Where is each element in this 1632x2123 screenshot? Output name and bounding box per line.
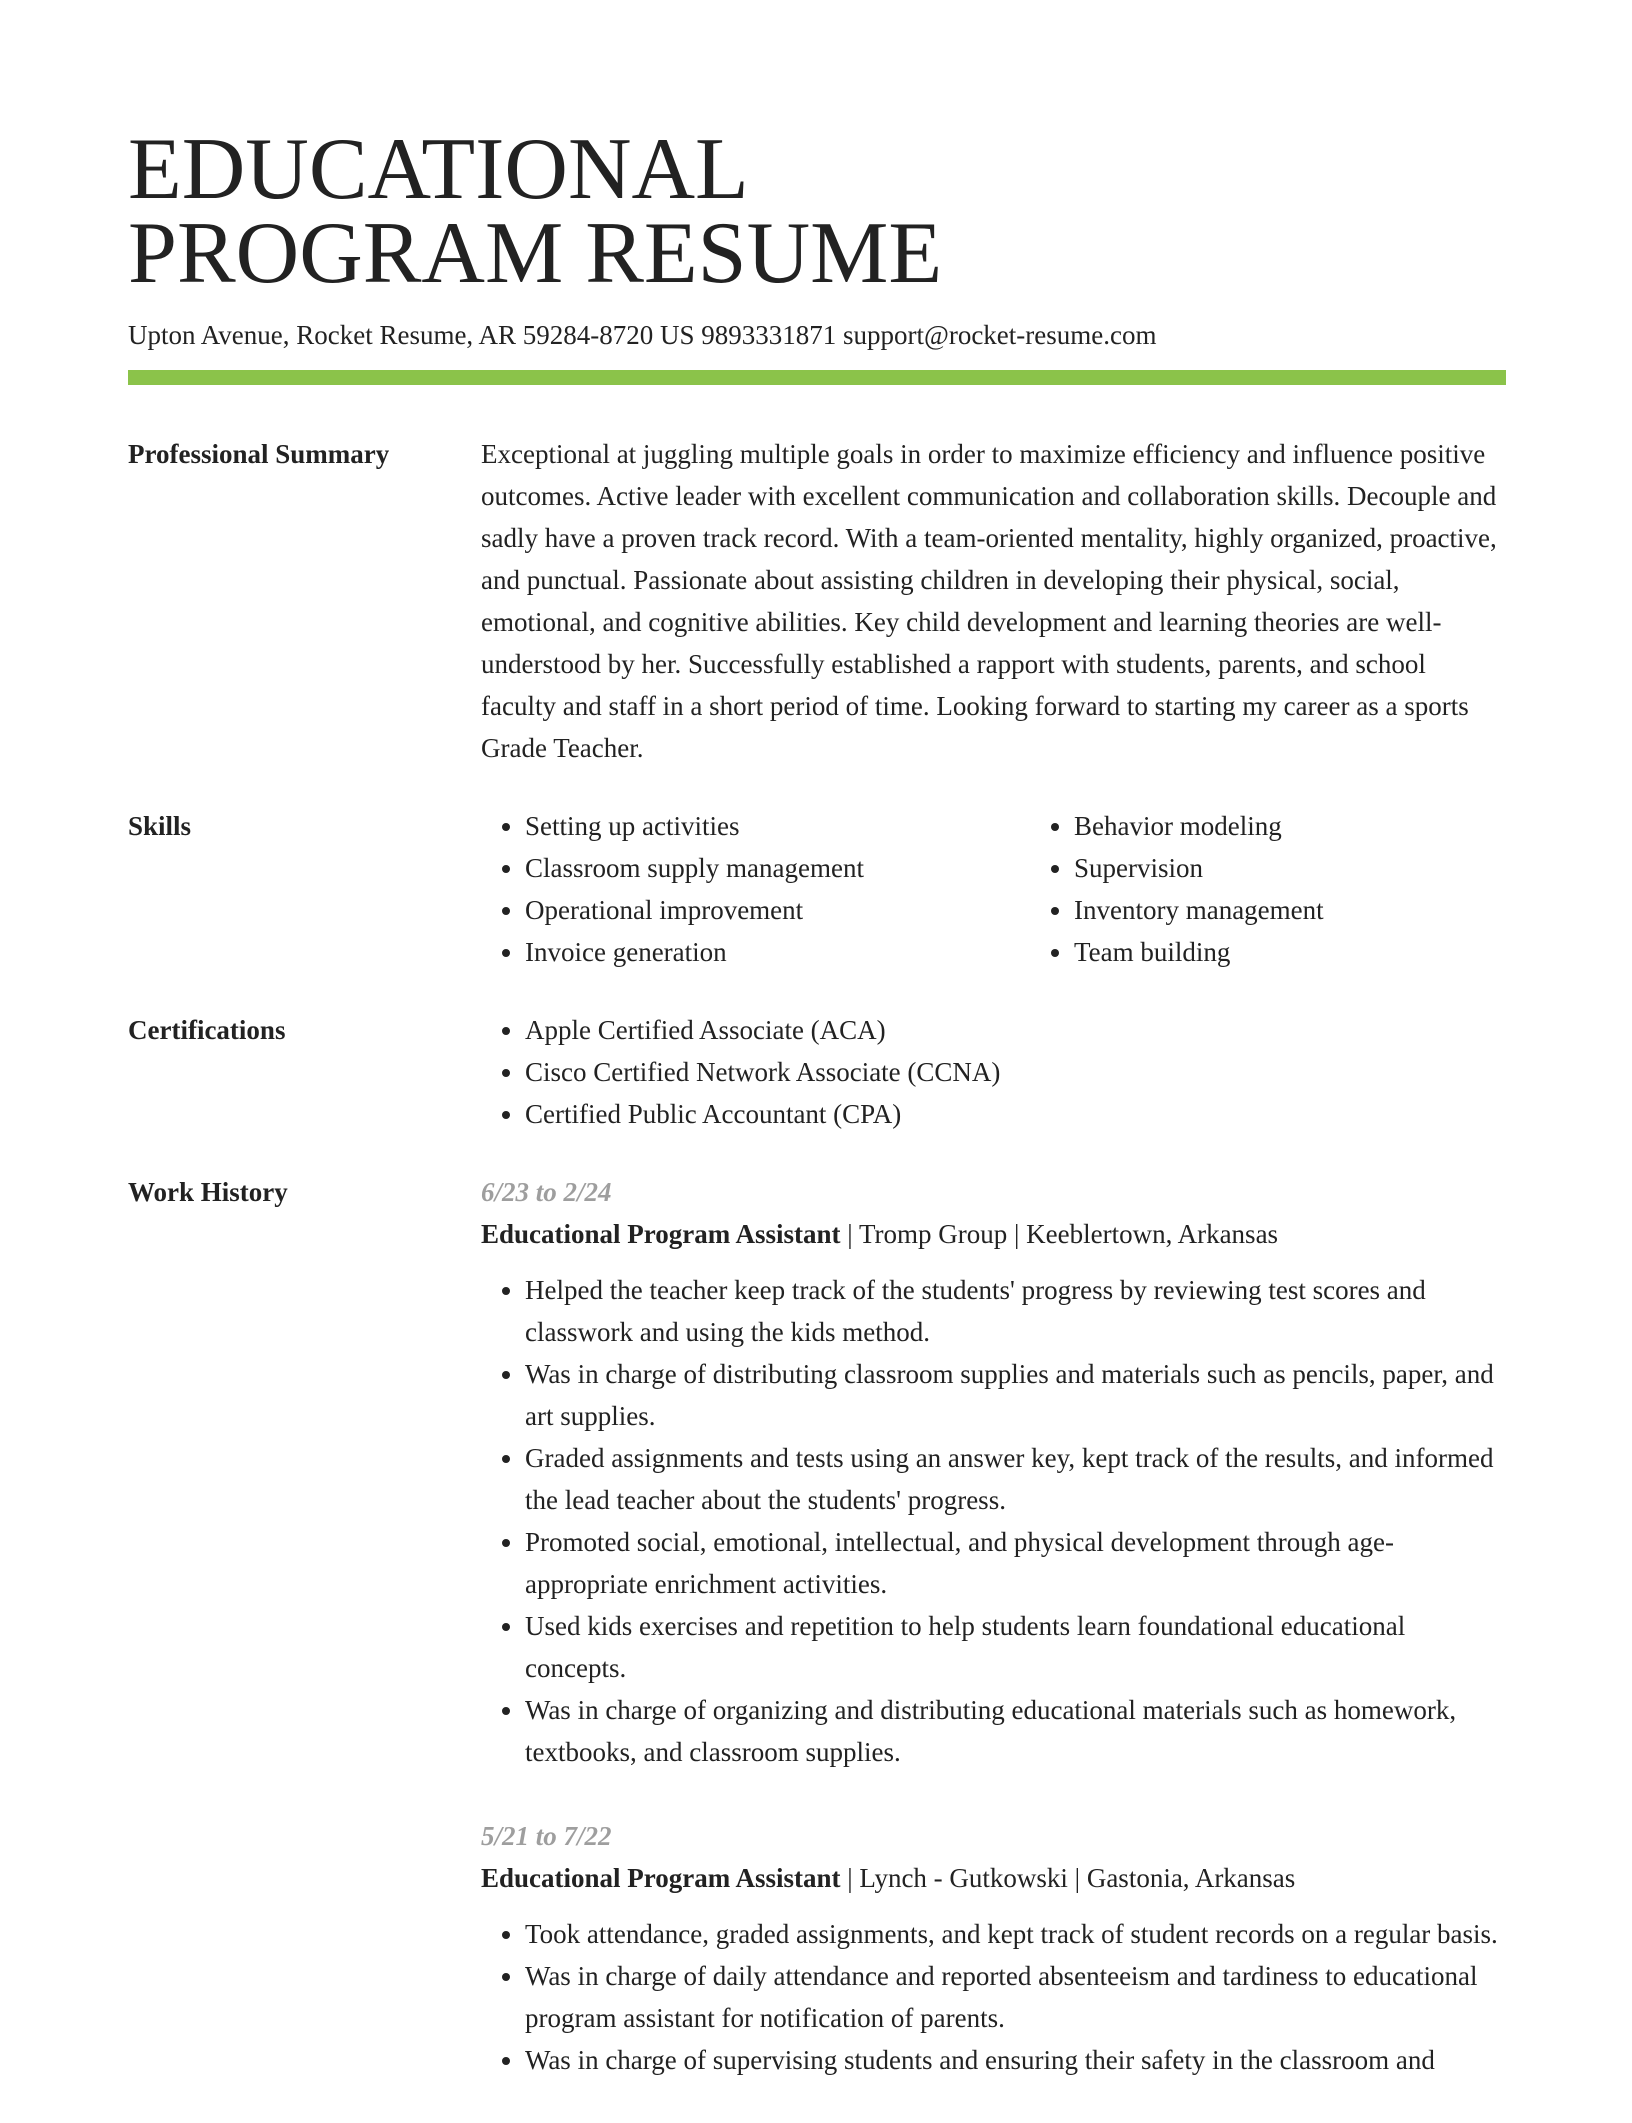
job-duties-list — [481, 1913, 1506, 2081]
certification-item: • Certified Public Accountant (CPA) — [525, 1093, 1506, 1135]
summary-section — [128, 433, 1506, 769]
skill-item: • Supervision — [1074, 847, 1579, 889]
skill-item: • Behavior modeling — [1074, 805, 1579, 847]
job-duty: • Took attendance, graded assignments, and kept track of student records on a regular basis. — [525, 1913, 1506, 1955]
job-entry — [481, 1171, 1506, 1773]
certifications-section — [128, 1009, 1506, 1135]
job-heading — [481, 1213, 1506, 1255]
job-heading — [481, 1857, 1506, 1899]
job-entry — [481, 1815, 1506, 2081]
skills-label: Skills — [128, 811, 192, 841]
certifications-list — [481, 1009, 1506, 1135]
work-history-section — [128, 1171, 1506, 2123]
skills-list-left — [481, 805, 1030, 973]
job-duty: • Was in charge of distributing classroom supplies and materials such as pencils, paper, and art supplies. — [525, 1353, 1506, 1437]
summary-body — [481, 433, 1506, 769]
job-title: Educational Program Assistant — [481, 1863, 841, 1893]
summary-text: Exceptional at juggling multiple goals in order to maximize efficiency and influence positive outcomes. Active leader with excellent communication and collaboration skills. Decouple and sadly have a proven track record. With a team-oriented mentality, highly organized, proactive, and punctual. Passionate about assisting children in developing their physical, social, emotional, and cognitive abilities. Key child development and learning theories are well-understood by her. Successfully established a rapport with students, parents, and school faculty and staff in a short period of time. Looking forward to starting my career as a sports Grade Teacher. — [481, 439, 1497, 763]
job-title: Educational Program Assistant — [481, 1219, 841, 1249]
certification-item: • Cisco Certified Network Associate (CCNA) — [525, 1051, 1506, 1093]
contact-info: Upton Avenue, Rocket Resume, AR 59284-8720 US 9893331871 support@rocket-resume.com — [128, 320, 1157, 350]
skill-item: • Operational improvement — [525, 889, 1030, 931]
certifications-body — [481, 1009, 1506, 1135]
resume-title-line2: PROGRAM RESUME — [128, 205, 943, 302]
skill-item: • Invoice generation — [525, 931, 1030, 973]
job-duties-list — [481, 1269, 1506, 1773]
summary-label: Professional Summary — [128, 439, 390, 469]
job-company-location: | Lynch - Gutkowski | Gastonia, Arkansas — [840, 1863, 1296, 1893]
skills-list-right — [1030, 805, 1579, 973]
job-duty: • Was in charge of daily attendance and reported absenteeism and tardiness to educational program assistant for notification of parents. — [525, 1955, 1506, 2039]
skills-body — [481, 805, 1579, 973]
job-duty: • Used kids exercises and repetition to help students learn foundational educational concepts. — [525, 1605, 1506, 1689]
certifications-label: Certifications — [128, 1015, 286, 1045]
job-duty: • Promoted social, emotional, intellectual, and physical development through age-appropriate enrichment activities. — [525, 1521, 1506, 1605]
skill-item: • Setting up activities — [525, 805, 1030, 847]
job-dates: 5/21 to 7/22 — [481, 1821, 612, 1851]
work-history-body — [481, 1171, 1506, 2123]
skill-item: • Classroom supply management — [525, 847, 1030, 889]
work-history-label: Work History — [128, 1177, 288, 1207]
job-company-location: | Tromp Group | Keeblertown, Arkansas — [840, 1219, 1279, 1249]
job-duty: • Was in charge of organizing and distributing educational materials such as homework, textbooks, and classroom supplies. — [525, 1689, 1506, 1773]
job-duty: • Was in charge of supervising students and ensuring their safety in the classroom and — [525, 2039, 1506, 2081]
skills-section — [128, 805, 1506, 973]
accent-divider — [128, 370, 1506, 385]
resume-title-line1: EDUCATIONAL — [128, 121, 749, 218]
resume-page — [128, 0, 1506, 2123]
job-dates: 6/23 to 2/24 — [481, 1177, 612, 1207]
job-duty: • Graded assignments and tests using an answer key, kept track of the results, and informed the lead teacher about the students' progress. — [525, 1437, 1506, 1521]
resume-title — [128, 0, 1506, 302]
job-duty: • Helped the teacher keep track of the students' progress by reviewing test scores and classwork and using the kids method. — [525, 1269, 1506, 1353]
skill-item: • Team building — [1074, 931, 1579, 973]
certification-item: • Apple Certified Associate (ACA) — [525, 1009, 1506, 1051]
skill-item: • Inventory management — [1074, 889, 1579, 931]
